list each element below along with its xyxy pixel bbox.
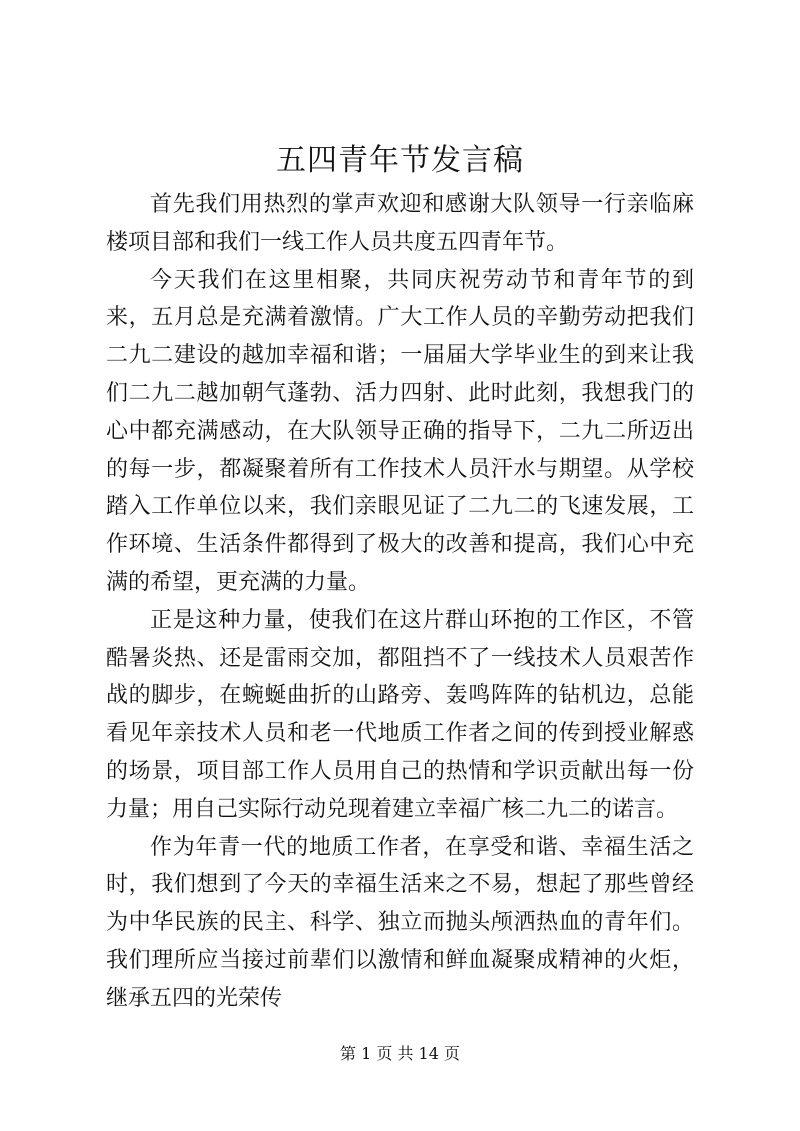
page-footer: 第 1 页 共 14 页 xyxy=(340,1044,460,1063)
paragraph-4: 作为年青一代的地质工作者，在享受和谐、幸福生活之时，我们想到了今天的幸福生活来之不易，想起了那些曾经为中华民族的民主、科学、独立而抛头颅洒热血的青年们。我们理所应当接过前辈们以激情和鲜血凝聚成精神的火炬，继承五四的光荣传 xyxy=(106,834,694,1011)
document-body xyxy=(106,186,694,1018)
document-title: 五四青年节发言稿 xyxy=(276,143,524,178)
paragraph-3: 正是这种力量，使我们在这片群山环抱的工作区，不管酷暑炎热、还是雷雨交加，都阻挡不了一线技术人员艰苦作战的脚步，在蜿蜒曲折的山路旁、轰鸣阵阵的钻机边，总能看见年亲技术人员和老一代地质工作者之间的传到授业解惑的场景，项目部工作人员用自己的热情和学识贡献出每一份力量；用自己实际行动兑现着建立幸福广核二九二的诺言。 xyxy=(106,607,694,822)
paragraph-1: 首先我们用热烈的掌声欢迎和感谢大队领导一行亲临麻楼项目部和我们一线工作人员共度五四青年节。 xyxy=(106,192,694,255)
paragraph-2: 今天我们在这里相聚，共同庆祝劳动节和青年节的到来，五月总是充满着激情。广大工作人员的辛勤劳动把我们二九二建设的越加幸福和谐；一届届大学毕业生的到来让我们二九二越加朝气蓬勃、活力四射、此时此刻，我想我门的心中都充满感动，在大队领导正确的指导下，二九二所迈出的每一步，都凝聚着所有工作技术人员汗水与期望。从学校踏入工作单位以来，我们亲眼见证了二九二的飞速发展，工作环境、生活条件都得到了极大的改善和提高，我们心中充满的希望，更充满的力量。 xyxy=(106,267,694,595)
